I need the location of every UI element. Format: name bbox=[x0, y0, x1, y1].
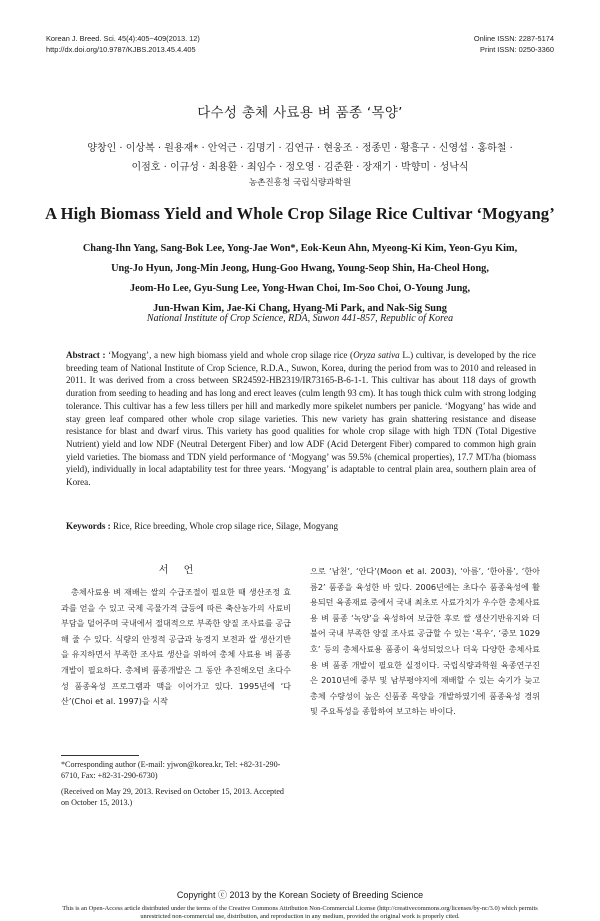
korean-authors-line: 이점호 · 이규성 · 최용환 · 최임수 · 정오영 · 김준환 · 장재기 · 박향미 · 성낙식 bbox=[131, 162, 469, 173]
english-affiliation: National Institute of Crop Science, RDA, Suwon 441-857, Republic of Korea bbox=[146, 313, 454, 324]
korean-authors bbox=[40, 139, 560, 177]
english-authors bbox=[40, 239, 560, 319]
korean-authors-line: 양창인 · 이상복 · 원용재* · 안억근 · 김명기 · 김연규 · 현웅조 · 정종민 · 황흥구 · 신영섭 · 홍하철 · bbox=[87, 143, 513, 154]
keywords bbox=[66, 521, 536, 531]
english-title: A High Biomass Yield and Whole Crop Silage Rice Cultivar ‘Mogyang’ bbox=[45, 204, 555, 223]
issn-header bbox=[474, 33, 554, 55]
english-authors-line: Chang-Ihn Yang, Sang-Bok Lee, Yong-Jae Won*, Eok-Keun Ahn, Myeong-Ki Kim, Yeon-Gyu Kim, bbox=[82, 243, 518, 254]
section-heading-introduction: 서 언 bbox=[158, 565, 200, 576]
abstract-label: Abstract : bbox=[66, 350, 106, 360]
online-issn: Online ISSN: 2287-5174 bbox=[473, 34, 554, 43]
korean-affiliation: 농촌진흥청 국립식량과학원 bbox=[248, 178, 352, 188]
copyright-line: Copyright ⓒ 2013 by the Korean Society of Breeding Science bbox=[176, 890, 424, 900]
intro-left-column: 총체사료용 벼 재배는 쌀의 수급조절이 필요한 때 생산조정 효과를 얻을 수 있고 국제 곡물가격 급등에 따른 축산농가의 사료비 부담을 덜어주며 국내에서 절대적으로 부족한 양질 조사료를 공급해 줄 수 있다. 식량의 안정적 공급과 농경지 보전과 쌀 생산기반을 유지하면서 부족한 조사료 생산을 위하여 총체 사료용 벼 품종개발이 필요하다. 총체벼 품종개발은 그 동안 추진해오던 초다수성 품종육성 프로그램과 맥을 이어가고 있다. 1995년에 ‘다산’(Choi et al. 1997)을 시작 bbox=[61, 587, 291, 707]
species-name: Oryza sativa bbox=[353, 350, 400, 360]
intro-right-column: 으로 ‘남천’, ‘안다’(Moon et al. 2003), ‘아름’, ‘한아름’, ‘한아름2’ 품종을 육성한 바 있다. 2006년에는 초다수 품종육성에 활용되던 육종재료 중에서 국내 최초로 사료가치가 우수한 총체사료용 벼 품종 ‘녹양’을 육성하여 보급한 후로 쌀 생산기반유지와 더불어 국내 부족한 양질 조사료 공급할 수 있는 ‘목우’, ‘중모 1029호’ 등의 총체사료용 품종이 육성되었으나 더욱 다양한 총체사료용 벼 품종 개발이 필요한 실정이다. 국립식량과학원 육종연구진은 2010년에 중부 및 남부평야지에 재배할 수 있는 숙기가 늦고 총체 수량성이 높은 신품종 목양을 개발하였기에 품종육성 경위 및 주요특성을 종합하여 보고하는 바이다. bbox=[310, 566, 540, 717]
license-text: This is an Open-Access article distributed under the terms of the Creative Commons Attribution Non-Commercial License (http://creativecommons.org/licenses/by-nc/3.0) which permits unrestricted non-commercial use, distribution, and reproduction in any medium, provided the original work is properly cited. bbox=[62, 905, 538, 920]
received-dates-note: (Received on May 29, 2013. Revised on October 15, 2013. Accepted on October 15, 2013.) bbox=[61, 787, 284, 807]
abstract-text: ‘Mogyang’, a new high biomass yield and whole crop silage rice ( bbox=[105, 350, 354, 360]
english-authors-line: Ung-Jo Hyun, Jong-Min Jeong, Hung-Goo Hwang, Young-Seop Shin, Ha-Cheol Hong, bbox=[111, 263, 489, 274]
corresponding-author-note: *Corresponding author (E-mail: yjwon@korea.kr, Tel: +82-31-290-6710, Fax: +82-31-290-6730) bbox=[61, 760, 281, 780]
keywords-label: Keywords : bbox=[66, 521, 111, 531]
english-authors-line: Jun-Hwan Kim, Jae-Ki Chang, Hyang-Mi Park, and Nak-Sig Sung bbox=[153, 303, 447, 314]
print-issn: Print ISSN: 0250-3360 bbox=[480, 45, 554, 54]
footnote-divider bbox=[61, 755, 139, 756]
abstract bbox=[66, 349, 536, 489]
journal-header bbox=[46, 33, 200, 55]
journal-citation: Korean J. Breed. Sci. 45(4):405~409(2013. 12) bbox=[46, 34, 200, 43]
abstract-text: L.) cultivar, is developed by the rice breeding team of National Institute of Crop Science, R.D.A., Suwon, Korea, during the period from was to 2010 and released in 2011. It was derived from a cross between SR24592-HB2319/IR73165-B-6-1-1. This cultivar has about 118 days of growth duration from seeding to heading and has long and erect leaves (culm length 93 cm). It has tough thick culm with strong lodging tolerance. This cultivar has a few less tillers per hill and markedly more spikelet numbers per panicle. ‘Mogyang’ has wide and stay green leaf compared other whole crop silage varieties. This new variety has grain shattering resistance and disease resistance for blast and dwarf virus. This variety has good qualities for whole crop silage with high TDN (Total Digestive Nutrient) yield and low NDF (Neutral Detergent Fiber) and low ADF (Acid Detergent Fiber) compared to common high grain yield varieties. The biomass and TDN yield performance of ‘Mogyang’ was 59.5% (chemical properties), 17.7 MT/ha (biomass yield), individually in local adaptability test for three years. ‘Mogyang’ is adaptable to central plain area, southern plain area of Korea. bbox=[66, 350, 536, 488]
english-authors-line: Jeom-Ho Lee, Gyu-Sung Lee, Yong-Hwan Choi, Im-Soo Choi, O-Young Jung, bbox=[129, 283, 471, 294]
doi-link[interactable]: http://dx.doi.org/10.9787/KJBS.2013.45.4.405 bbox=[46, 45, 196, 54]
keywords-text: Rice, Rice breeding, Whole crop silage rice, Silage, Mogyang bbox=[110, 521, 339, 531]
korean-title: 다수성 총체 사료용 벼 품종 ‘목양’ bbox=[197, 105, 403, 121]
